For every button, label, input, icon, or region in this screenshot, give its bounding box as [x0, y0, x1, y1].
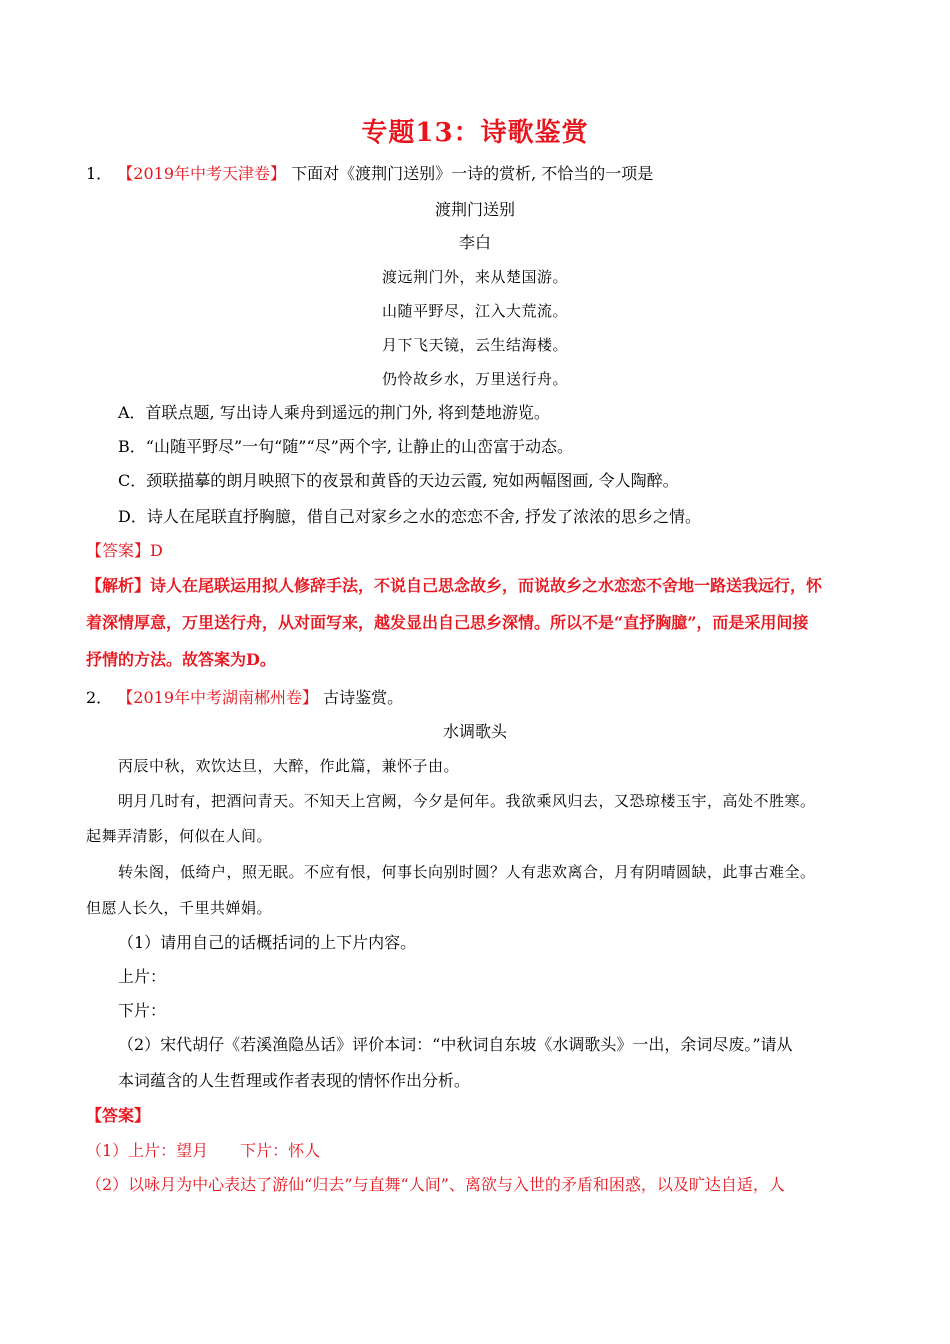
q1-option-b: B．“山随平野尽”一句“随”“尽”两个字, 让静止的山峦富于动态。 [118, 437, 574, 456]
q2-para2-line: 转朱阁，低绮户，照无眠。不应有恨，何事长向别时圆？人有悲欢离合，月有阴晴圆缺，此事古难全。 [118, 863, 816, 881]
q2-para1-line: 起舞弄清影，何似在人间。 [86, 827, 273, 845]
q1-poem-line: 渡远荆门外，来从楚国游。 [381, 268, 568, 286]
q1-analysis-line [86, 576, 822, 596]
q1-poem-line: 仍怜故乡水，万里送行舟。 [381, 370, 568, 388]
q1-poem-author: 李白 [458, 233, 491, 252]
q2-header [86, 688, 403, 708]
q2-lower-label: 下片： [118, 1001, 167, 1020]
q1-source: 【2019年中考天津卷】 [117, 164, 287, 183]
q1-option-a: A．首联点题, 写出诗人乘舟到遥远的荆门外, 将到楚地游览。 [118, 403, 550, 422]
q2-para2-line: 但愿人长久，千里共婵娟。 [86, 899, 273, 917]
q2-sub-question-2: （2）宋代胡仔《若溪渔隐丛话》评价本词：“中秋词自东坡《水调歌头》一出，余词尽废。”请从 [118, 1035, 793, 1054]
q2-source: 【2019年中考湖南郴州卷】 [117, 688, 319, 707]
q2-upper-label: 上片： [118, 967, 167, 986]
q2-poem-title: 水调歌头 [442, 722, 507, 741]
q2-stem: 古诗鉴赏。 [323, 688, 404, 707]
q2-answer-label: 【答案】 [86, 1106, 151, 1125]
q2-answer-2: （2）以咏月为中心表达了游仙“归去”与直舞“人间”、离欲与入世的矛盾和困惑，以及旷达自适，人 [86, 1175, 785, 1194]
q1-answer-value: D [150, 541, 163, 560]
q1-poem-line: 山随平野尽，江入大荒流。 [381, 302, 568, 320]
q1-poem-line: 月下飞天镜，云生结海楼。 [381, 336, 568, 354]
q2-sub-question-1: （1）请用自己的话概括词的上下片内容。 [118, 933, 417, 952]
q1-analysis-text: 诗人在尾联运用拟人修辞手法，不说自己思念故乡，而说故乡之水恋恋不舍地一路送我远行，怀 [150, 576, 823, 595]
page-title: 专题13：诗歌鉴赏 [361, 118, 589, 148]
q2-number: 2． [86, 688, 113, 707]
q1-analysis-line: 抒情的方法。故答案为D。 [86, 650, 276, 669]
q2-preface: 丙辰中秋，欢饮达旦，大醉，作此篇，兼怀子由。 [118, 757, 460, 775]
q1-option-d: D．诗人在尾联直抒胸臆，借自己对家乡之水的恋恋不舍, 抒发了浓浓的思乡之情。 [118, 507, 702, 526]
q1-header [86, 164, 653, 184]
q1-poem-title: 渡荆门送别 [434, 200, 515, 219]
q2-para1-line: 明月几时有，把酒问青天。不知天上宫阙，今夕是何年。我欲乘风归去，又恐琼楼玉宇，高处不胜寒。 [118, 792, 816, 810]
q1-number: 1． [86, 164, 113, 183]
q1-answer-label: 【答案】 [86, 541, 151, 560]
q1-stem: 下面对《渡荆门送别》一诗的赏析, 不恰当的一项是 [291, 164, 654, 183]
q1-analysis-line: 着深情厚意，万里送行舟，从对面写来，越发显出自己思乡深情。所以不是“直抒胸臆”，而是采用间接 [86, 613, 809, 632]
q2-sub-question-2: 本词蕴含的人生哲理或作者表现的情怀作出分析。 [118, 1071, 471, 1090]
q1-option-c: C．颈联描摹的朗月映照下的夜景和黄昏的天边云霞, 宛如两幅图画, 令人陶醉。 [118, 471, 679, 490]
q1-analysis-label: 【解析】 [86, 576, 151, 595]
q1-answer [86, 541, 163, 561]
q2-answer-1: （1）上片：望月 下片：怀人 [86, 1141, 321, 1160]
